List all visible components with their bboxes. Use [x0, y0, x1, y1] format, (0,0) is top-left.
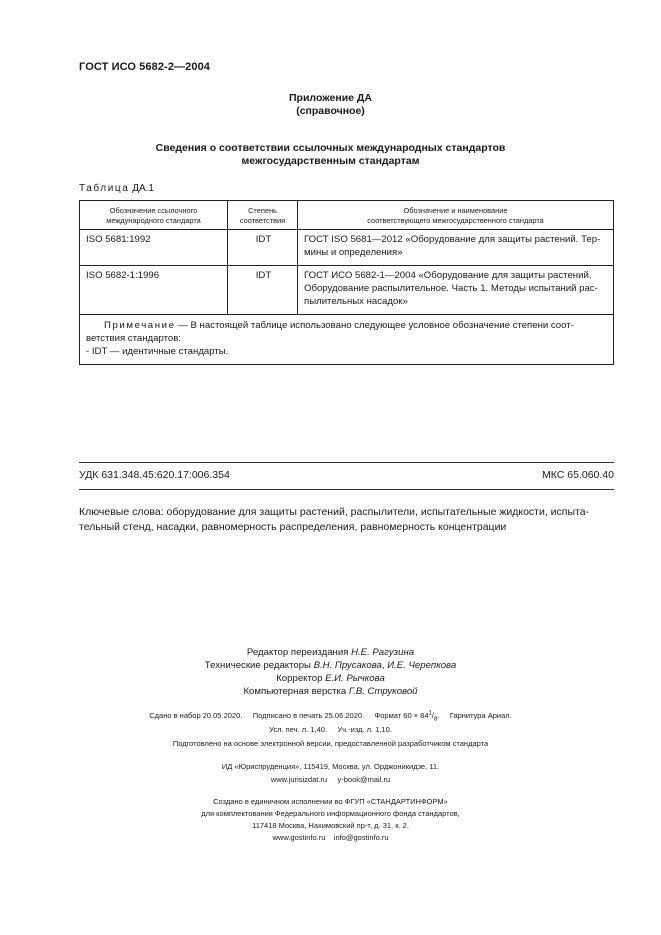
note-line-1: [104, 319, 607, 332]
credit-tech-editors: [0, 659, 661, 672]
credit-layout-label: Компьютерная верстка: [243, 686, 347, 697]
table-caption-number: ДА.1: [132, 183, 154, 194]
cell-standard-line: ГОСТ ISO 5681—2012 «Оборудование для защиты растений. Тер-: [304, 234, 601, 245]
imprint-line-1: [0, 709, 661, 723]
table-row: [80, 266, 614, 315]
imprint-format-slash: /: [431, 711, 434, 720]
publisher-email[interactable]: y-book@mail.ru: [337, 775, 391, 784]
header-col1-line1: Обозначение ссылочного: [109, 206, 198, 215]
keywords: [79, 505, 614, 534]
imprint-format-end: .: [437, 711, 440, 720]
credit-tech-name-2: И.Е. Черепкова: [387, 660, 457, 671]
header-reference-standard: [80, 201, 228, 230]
cell-reference: ISO 5681:1992: [80, 230, 228, 266]
cell-standard: [298, 230, 614, 266]
credit-tech-name-1: В.Н. Прусакова: [313, 660, 382, 671]
imprint-signed: Подписано в печать 25.06.2020.: [252, 711, 365, 720]
keywords-line-1: Ключевые слова: оборудование для защиты растений, распылители, испытательные жидкости, испыта-: [79, 506, 590, 518]
credit-editor-label: Редактор переиздания: [246, 647, 349, 658]
mks-code: МКС 65.060.40: [542, 469, 614, 481]
producer-line-4: [0, 832, 661, 844]
header-interstate-standard: [298, 201, 614, 230]
imprint-format: [374, 710, 440, 723]
cell-standard-line: Оборудование распылительное. Часть 1. Методы испытаний рас-: [304, 283, 598, 294]
note-line-3: - IDT — идентичные стандарты.: [86, 346, 229, 357]
header-col2-line1: Степень: [248, 206, 277, 215]
publisher-line-2: [0, 774, 661, 786]
header-col3-line1: Обозначение и наименование: [403, 206, 508, 215]
producer-line-3: 117418 Москва, Нахимовский пр-т, д. 31, к. 2.: [252, 821, 409, 830]
correspondence-table: [79, 200, 614, 365]
imprint-typeface: Гарнитура Ариал.: [449, 711, 512, 720]
imprint-format-sup: 1: [428, 710, 432, 717]
imprint-format-text: Формат 60 × 84: [374, 711, 429, 720]
cell-standard: [298, 266, 614, 315]
table-row: [80, 230, 614, 266]
imprint-line-3: Подготовлено на основе электронной версии, предоставленной разработчиком стандарта: [172, 739, 489, 748]
producer-email[interactable]: info@gostinfo.ru: [333, 833, 389, 842]
udk-code: УДК 631.348.45:620.17:006.354: [79, 469, 230, 481]
credit-layout: [0, 685, 661, 698]
divider-top: [79, 462, 614, 463]
imprint-line-2: [0, 723, 661, 737]
publisher-website[interactable]: www.jurisizdat.ru: [270, 775, 328, 784]
producer-line-1: Создано в единичном исполнении во ФГУП «СТАНДАРТИНФОРМ»: [213, 797, 448, 806]
imprint-typeset: Сдано в набор 20.05.2020.: [149, 711, 243, 720]
producer-website[interactable]: www.gostinfo.ru: [272, 833, 326, 842]
credit-corrector-name: Е.И. Рычкова: [325, 673, 385, 684]
credit-editor: [0, 646, 661, 659]
document-code: ГОСТ ИСО 5682-2—2004: [79, 61, 211, 73]
header-col3-line2: соответствующего межгосударственного стандарта: [367, 216, 544, 225]
section-title-line-1: Сведения о соответствии ссылочных международных стандартов: [155, 142, 506, 154]
table-note-row: [80, 315, 614, 365]
header-col1-line2: международного стандарта: [106, 216, 201, 225]
table-caption-word: Таблица: [79, 183, 130, 194]
credit-tech-separator: ,: [381, 660, 385, 671]
note-line-2: ветствия стандартов:: [86, 333, 181, 344]
credit-layout-name: Г.В. Струковой: [348, 686, 418, 697]
section-title-line-2: межгосударственным стандартам: [241, 155, 420, 167]
cell-reference: ISO 5682-1:1996: [80, 266, 228, 315]
credit-tech-label: Технические редакторы: [204, 660, 311, 671]
annex-subtitle: (справочное): [296, 105, 365, 117]
imprint-print-sheets: Усл. печ. л. 1,40.: [269, 725, 327, 734]
imprint-format-sub: 8: [433, 716, 438, 723]
table-header-row: [80, 201, 614, 230]
cell-degree: IDT: [228, 266, 298, 315]
publisher-line-1: ИД «Юриспруденция», 115419, Москва, ул. Орджоникидзе, 11.: [221, 762, 440, 771]
divider-bottom: [79, 489, 614, 490]
annex-title: Приложение ДА: [289, 92, 372, 104]
cell-standard-line: мины и определения»: [304, 247, 403, 258]
cell-standard-line: ГОСТ ИСО 5682-1—2004 «Оборудование для защиты растений.: [304, 270, 592, 281]
imprint-pub-sheets: Уч.-изд. л. 1,10.: [337, 725, 392, 734]
table-note: [80, 315, 614, 365]
cell-standard-line: пылительных насадок»: [304, 296, 408, 307]
credit-corrector: [0, 672, 661, 685]
producer-line-2: для комплектования Федерального информационного фонда стандартов,: [201, 809, 460, 818]
keywords-line-2: тельный стенд, насадки, равномерность распределения, равномерность концентрации: [79, 520, 507, 533]
note-label: Примечание: [104, 320, 176, 331]
cell-degree: IDT: [228, 230, 298, 266]
header-col2-line2: соответствия: [239, 216, 286, 225]
credit-editor-name: Н.Е. Рагузина: [351, 647, 415, 658]
note-text: — В настоящей таблице использовано следующее условное обозначение степени соот-: [175, 320, 574, 331]
credit-corrector-label: Корректор: [276, 673, 323, 684]
header-degree: [228, 201, 298, 230]
table-caption: [79, 183, 154, 194]
